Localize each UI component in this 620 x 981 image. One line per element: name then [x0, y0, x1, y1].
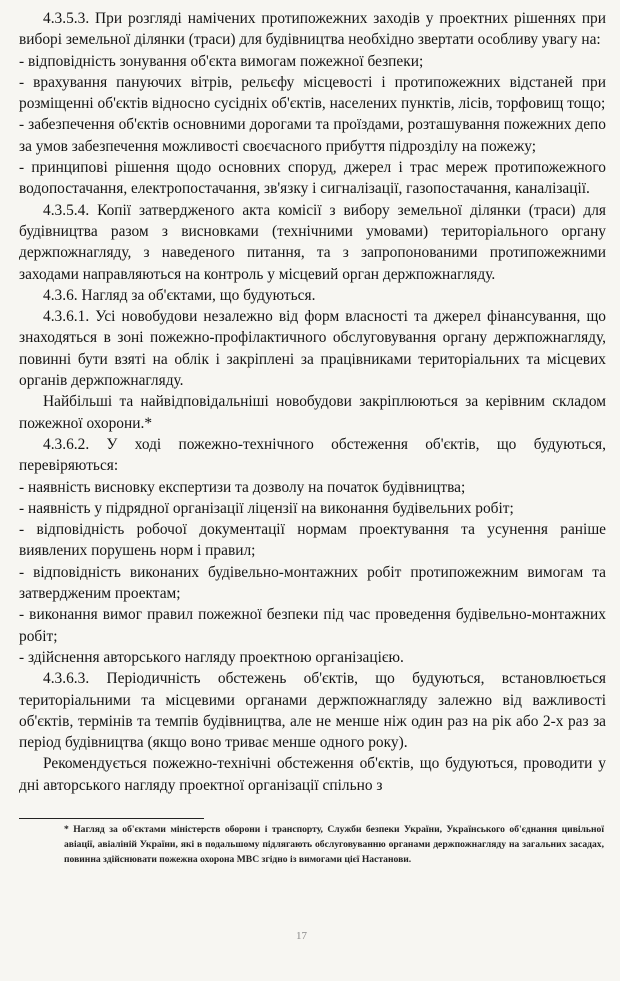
paragraph: 4.3.5.3. При розгляді намічених протипожежних заходів у проектних рішеннях при виборі земельної ділянки (траси) для будівництва необхідно звертати особливу увагу на:: [19, 10, 606, 49]
paragraph: 4.3.6.3. Періодичність обстежень об'єктів, що будуються, встановлюється територіальними та місцевими органами держпожнагляду залежно від важливості об'єктів, термінів та темпів будівництва, але не менше ніж один раз на рік або 2-х раз за період будівництва (якщо воно триває менше одного року).: [19, 670, 606, 752]
paragraph: 4.3.6.2. У ході пожежно-технічного обстеження об'єктів, що будуються, перевіряються:: [19, 435, 606, 475]
list-item: - відповідність виконаних будівельно-монтажних робіт протипожежним вимогам та затвердженим проектам;: [19, 563, 606, 603]
body-text: [19, 8, 606, 796]
list-item: - виконання вимог правил пожежної безпеки під час проведення будівельно-монтажних робіт;: [19, 606, 606, 645]
page-number: 17: [296, 930, 307, 942]
list-item: - здійснення авторського нагляду проектною організацією.: [19, 648, 404, 666]
footnote-separator: [19, 818, 204, 819]
paragraph: 4.3.6. Нагляд за об'єктами, що будуються.: [43, 286, 316, 304]
footnote: * Нагляд за об'єктами міністерств оборони і транспорту, Служби безпеки України, Українського об'єднання цивільної авіації, авіаліній України, які в подальшому підлягають обслуговуванню органами держпожнагляду на загальних засадах, повинна здійснювати пожежна охорона МВС згідно із вимогами цієї Настанови.: [64, 824, 604, 865]
list-item: - відповідність робочої документації нормам проектування та усунення раніше виявлених порушень норм і правил;: [19, 521, 606, 560]
list-item: - забезпечення об'єктів основними дорогами та проїздами, розташування пожежних депо за умов забезпечення можливості своєчасного прибуття підрозділу на пожежу;: [19, 116, 606, 155]
list-item: - врахування пануючих вітрів, рельєфу місцевості і протипожежних відстаней при розміщенні об'єктів відносно сусідніх об'єктів, населених пунктів, лісів, торфовищ тощо;: [19, 73, 606, 113]
list-item: - відповідність зонування об'єкта вимогам пожежної безпеки;: [19, 52, 424, 70]
paragraph: Найбільші та найвідповідальніші новобудови закріплюються за керівним складом пожежної охорони.*: [19, 393, 606, 432]
paragraph: 4.3.6.1. Усі новобудови незалежно від форм власності та джерел фінансування, що знаходяться в зоні пожежно-профілактичного обслуговування органу держпожнагляду, повинні бути взяті на облік і закріплені за працівниками територіальних та місцевих органів держпожнагляду.: [19, 308, 606, 390]
list-item: - наявність висновку експертизи та дозволу на початок будівництва;: [19, 478, 466, 496]
list-item: - принципові рішення щодо основних споруд, джерел і трас мереж протипожежного водопостачання, електропостачання, зв'язку і сигналізації, газопостачання, каналізації.: [19, 159, 606, 198]
paragraph: Рекомендується пожежно-технічні обстеження об'єктів, що будуються, проводити у дні авторського нагляду проектної організації спільно з: [19, 755, 606, 794]
paragraph: 4.3.5.4. Копії затвердженого акта комісії з вибору земельної ділянки (траси) для будівництва разом з висновками (технічними умовами) територіального органу держпожнагляду, з наведеного питання, та з запропонованими протипожежними заходами направляються на контроль у місцевий орган держпожнагляду.: [19, 201, 606, 283]
list-item: - наявність у підрядної організації ліцензії на виконання будівельних робіт;: [19, 499, 514, 517]
